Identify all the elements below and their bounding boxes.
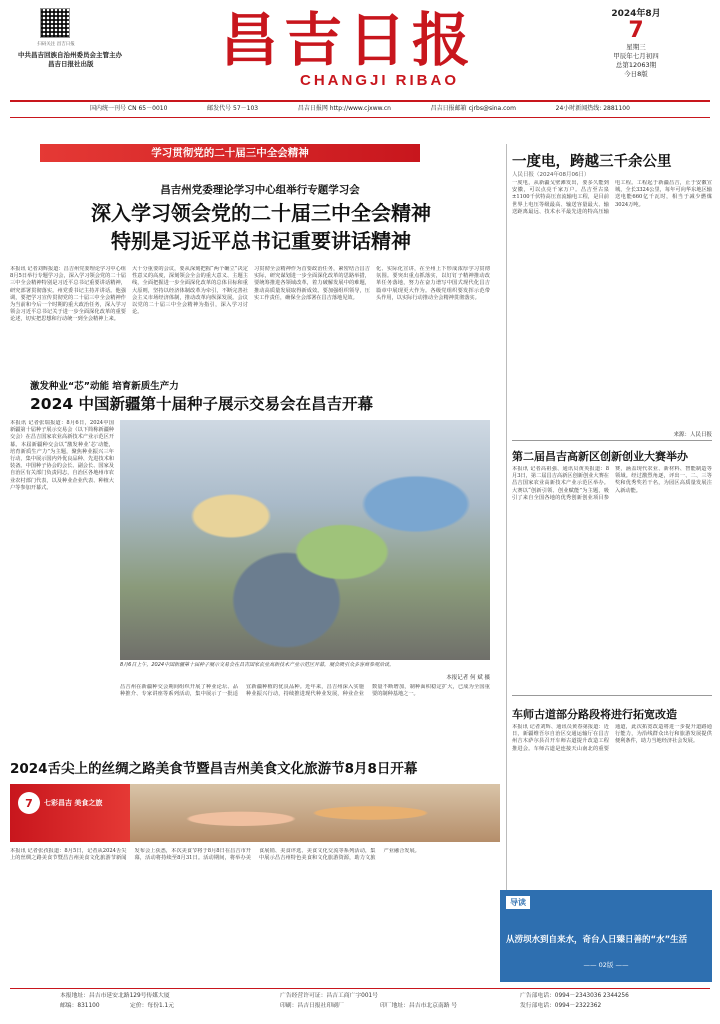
footer-ad-phone: 广告部电话：0994－2343036 2344256	[520, 993, 629, 999]
footer-subscription-phone: 发行部电话：0994－2322362	[520, 1003, 602, 1009]
road-headline: 车师古道部分路段将进行拓宽改造	[512, 708, 677, 721]
info-postal-code: 邮发代号 57－103	[207, 105, 259, 112]
guide-page-ref: —— 02版 ——	[583, 961, 629, 969]
publisher-line2: 昌吉日报社出版	[48, 60, 94, 68]
seed-kicker: 激发种业“芯”动能 培育新质生产力	[30, 381, 179, 392]
food-promo-logo: 7	[18, 792, 40, 814]
lead-banner: 学习贯彻党的二十届三中全会精神	[40, 144, 420, 162]
guide-label: 导读	[506, 896, 530, 909]
seed-headline: 2024 中国新疆第十届种子展示交易会在昌吉开幕	[30, 395, 374, 413]
info-cn-number: 国内统一刊号 CN 65－0010	[90, 105, 168, 112]
footer-postcode: 邮编：831100	[60, 1003, 100, 1009]
road-body: 本报讯 记者刘辉、通讯员黄春第报道：近日，新疆维吾尔自治区交通运输厅在昌吉州吉木萨尔县召开车师古道提升改造工程推进会。车师古道是连接天山南北的重要通道，此次拓宽改造将进一步提升道路通行能力，为沿线群众出行和旅游发展提供便利条件，助力当地经济社会发展。	[512, 724, 712, 752]
contest-headline: 第二届昌吉高新区创新创业大赛举办	[512, 450, 688, 463]
date-block	[586, 6, 686, 79]
publisher-line1: 中共昌吉回族自治州委员会主管主办	[18, 51, 122, 59]
lead-headline-1: 深入学习领会党的二十届三中全会精神	[91, 201, 431, 225]
seed-photo-credit: 本报记者 何 斌 摄	[446, 675, 490, 681]
power-source-end: 来源：人民日报	[673, 432, 712, 438]
food-body: 本报讯 记者张孜报道：8月5日，记者从2024舌尖上的丝绸之路美食节暨昌吉州美食文化旅游节新闻发布会上获悉，本次美食节将于8月8日在昌吉市开幕，活动将持续至8月31日。活动期间，将举办美食展销、美食评选、美食文化交流等系列活动，集中展示昌吉州特色美食和文化旅游资源，助力文旅产业融合发展。	[10, 848, 420, 862]
footer-print-address: 印厂地址：昌吉市北京南路 号	[380, 1003, 458, 1009]
info-hotline: 24小时新闻热线: 2881100	[555, 105, 630, 112]
seed-expo-photo[interactable]	[120, 420, 490, 660]
lead-kicker: 昌吉州党委理论学习中心组举行专题学习会	[160, 184, 360, 196]
footer-ad-license: 广告经营许可证：昌吉工商广字001号	[280, 993, 379, 999]
footer-price: 定价：每份1.1元	[130, 1003, 175, 1009]
footer	[60, 992, 700, 1020]
qr-caption: 扫码关注 昌吉日报	[37, 42, 75, 47]
lunar-date: 甲辰年七月初四	[613, 52, 659, 60]
qr-code[interactable]	[40, 8, 70, 38]
lead-body-col3: 习贯彻全会精神作为首要政治任务，紧密结合昌吉实际，研究谋划进一步全面深化改革的思路举措，要统筹推进各领域改革，着力破解发展中的难题，推动高质量发展取得新成效。要加强组织领导，压实工作责任，确保全会部署在昌吉落地见效。	[254, 266, 370, 301]
seed-body-left: 本报讯 记者张瑞报道：8月6日，2024中国新疆第十届种子展示交易会（以下简称新疆种交会）在昌吉国家农业高新技术产业示范区开幕。本届新疆种交会以“激发种业‘芯’动能，培育新质生产力”为主题，聚焦种业振兴三年行动，集中展示国内外优良品种、先进技术和装备。中国种子协会的会长、副会长、国家及自治区有关部门负责同志，自治区各地州市农业农村部门代表，以及种业企业代表、种植大户等参加开幕式。	[10, 420, 114, 491]
power-source: 人民日报（2024年08月06日）	[512, 172, 590, 178]
date-year-month: 2024年8月	[611, 9, 661, 19]
weekday: 星期三	[626, 43, 646, 51]
newspaper-title: 昌吉日报	[220, 6, 477, 74]
right-rule-1	[512, 440, 712, 441]
right-column-divider	[506, 144, 507, 980]
page-count: 今日8版	[624, 70, 648, 78]
date-day: 7	[628, 18, 644, 43]
masthead-rule-bottom	[10, 117, 710, 118]
guide-box[interactable]	[500, 890, 712, 982]
power-body: 一度电，从新疆戈壁滩发出，要多久能到安徽，可以点亮千家万户。昌吉至古泉±1100千伏特高压直流输电工程，是目前世界上电压等级最高、输送容量最大、输送距离最远、技术水平最先进的特高压输电工程。工程起于新疆昌吉，止于安徽宣城，全长3324公里，每年可向华东地区输送电能660亿千瓦时，相当于减少燃煤3024万吨。	[512, 180, 712, 215]
lead-body-col1: 本报讯 记者刘辉报道：昌吉州党委理论学习中心组8月5日举行专题学习会，深入学习领会党的二十届三中全会精神特别是习近平总书记重要讲话精神，研究部署贯彻落实。州党委书记主持并讲话。他强调，要把学习宣传贯彻党的二十届三中全会精神作为当前和今后一个时期的重大政治任务，深入学习领会习近平总书记关于进一步全面深化改革的重要论述，切实把思想和行动统一到全会精神上来。	[10, 266, 126, 323]
lead-body-col2: 大十分重要的会议，要从深刻把握“两个确立”决定性意义的高度，深刻领会全会的重大意义、主题主线，全面把握进一步全面深化改革的总体目标和重大原则，坚持以经济体制改革为牵引，不断完善社会主义市场经济体制，推动改革向纵深发展。会议以党的二十届三中全会精神为指引，深入学习讨论。	[132, 266, 248, 316]
footer-printer: 印刷：昌吉日报社印刷厂	[280, 1003, 344, 1009]
info-email[interactable]: 昌吉日报邮箱 cjrbs@sina.com	[430, 105, 516, 112]
info-bar	[10, 103, 710, 115]
info-website[interactable]: 昌吉日报网 http://www.cjxww.cn	[297, 105, 391, 112]
guide-headline[interactable]: 从涝坝水到自来水，奇台人日臻日善的“水”生活	[506, 935, 688, 945]
masthead-rule-top	[10, 100, 710, 102]
seed-photo-caption: 8月6日上午，2024中国新疆第十届种子展示交易会在昌吉国家农业高新技术产业示范区开幕，展会吸引众多客商参观洽谈。	[120, 662, 395, 668]
contest-body: 本报讯 记者高祖强、通讯员黄英报道：8月3日，第二届昌吉高新区创新创业大赛在昌吉国家农业高新技术产业示范区举办。大赛以“创新引领、创业赋能”为主题，吸引了来自全国各地的优秀创新创业项目参赛，涵盖现代农业、新材料、智能制造等领域。经过激烈角逐，评出一、二、三等奖和优秀奖若干名，为园区高质量发展注入新动能。	[512, 466, 712, 501]
food-headline: 2024舌尖上的丝绸之路美食节暨昌吉州美食文化旅游节8月8日开幕	[10, 761, 418, 777]
issue-number: 总第12063期	[615, 61, 657, 69]
masthead	[0, 0, 720, 98]
footer-address: 本报地址：昌吉市延安北路129号传媒大厦	[60, 993, 170, 999]
power-headline: 一度电，跨越三千余公里	[512, 154, 672, 170]
food-promo-title: 七彩昌吉 美食之旅	[44, 799, 103, 807]
footer-rule	[10, 988, 710, 989]
newspaper-title-en: CHANGJI RIBAO	[300, 72, 460, 89]
seed-body-bottom: 昌吉州在新疆种交会期间组织开展了种业论坛、品种推介、专家讲座等系列活动，集中展示了一批适宜新疆种植的优良品种。近年来，昌吉州深入实施种业振兴行动，持续推进现代种业发展，种业企业数量不断增加，制种面积稳定扩大，已成为全国重要的制种基地之一。	[120, 684, 490, 698]
food-promo-photo[interactable]	[130, 784, 500, 842]
right-rule-2	[512, 695, 712, 696]
lead-body-col4: 化、实际化宣讲，在全州上下形成浓厚学习贯彻氛围。要突出重点抓落实，以钉钉子精神推动改革任务落地，努力在奋力谱写中国式现代化昌吉篇章中展现更大作为。各级党组织要发挥示范带头作用，以实际行动推动全会精神贯彻落实。	[376, 266, 490, 301]
food-promo-banner[interactable]	[10, 784, 130, 842]
lead-headline-2: 特别是习近平总书记重要讲话精神	[111, 229, 411, 253]
